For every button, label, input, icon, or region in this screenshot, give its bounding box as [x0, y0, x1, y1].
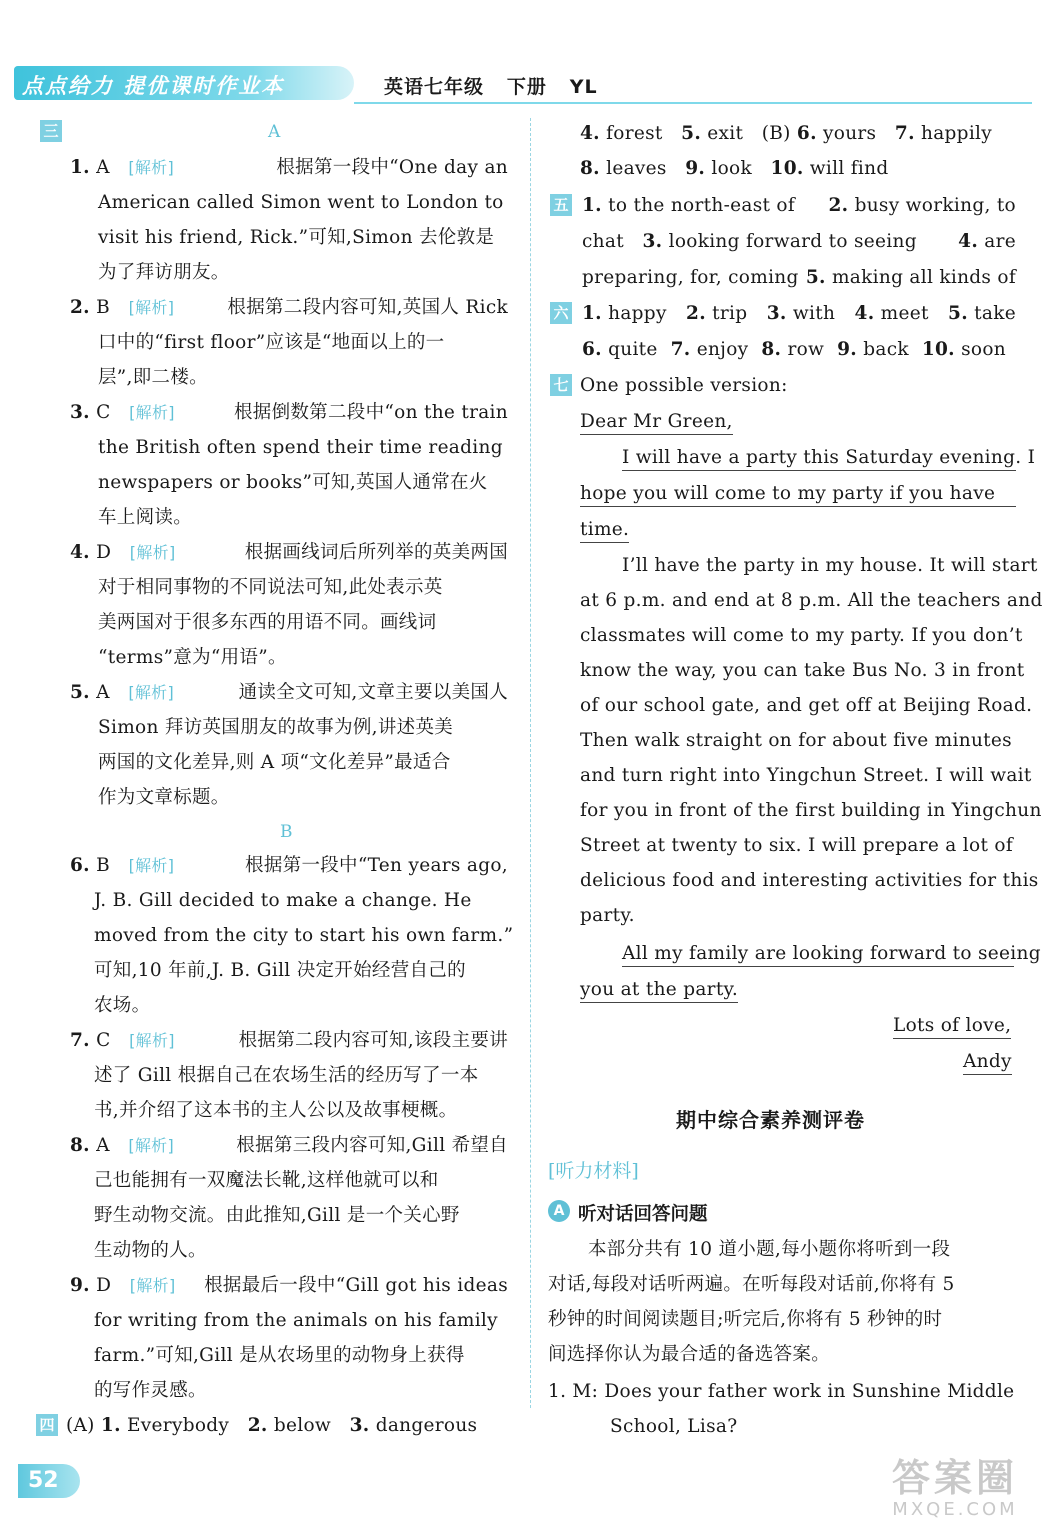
- exam-title: 期中综合素养测评卷: [676, 1108, 865, 1132]
- section-6-line-1: 1. happy 2. trip 3. with 4. meet 5. take: [582, 303, 1016, 324]
- answer-item-9: 9. D [解析] 根据最后一段中“Gill got his ideas: [70, 1275, 508, 1296]
- section-5-line-2: chat 3. looking forward to seeing 4. are: [582, 231, 1016, 252]
- letter-line: I’ll have the party in my house. It will start: [622, 555, 1038, 576]
- letter-line: and turn right into Yingchun Street. I will wait: [580, 765, 1032, 786]
- answer-line: 生动物的人。: [94, 1240, 207, 1261]
- answer-item-5: 5. A [解析] 通读全文可知,文章主要以美国人: [70, 682, 508, 703]
- answer-item-4: 4. D [解析] 根据画线词后所列举的英美两国: [70, 542, 508, 563]
- letter-line: you at the party.: [580, 980, 738, 1000]
- answer-line: 为了拜访朋友。: [98, 262, 230, 283]
- column-divider: [530, 118, 532, 1408]
- section-badge-7: 七: [550, 374, 572, 396]
- part-a-badge: A: [548, 1200, 570, 1222]
- answer-line: 美两国对于很多东西的用语不同。画线词: [98, 612, 437, 633]
- watermark-top: 答案圈: [891, 1456, 1018, 1500]
- instruction-line: 间选择你认为最合适的备选答案。: [548, 1344, 831, 1365]
- letter-line: classmates will come to my party. If you don’t: [580, 625, 1023, 646]
- answer-line: the British often spend their time reading: [98, 437, 503, 458]
- section-5-line-1: 1. to the north-east of 2. busy working, to: [582, 195, 1016, 216]
- answer-line: 对于相同事物的不同说法可知,此处表示英: [98, 577, 443, 598]
- letter-line: I will have a party this Saturday evening. I: [622, 448, 1016, 471]
- page-number: 52: [18, 1464, 80, 1498]
- part-a-heading: A: [268, 122, 281, 142]
- sample-intro: One possible version:: [580, 375, 788, 396]
- answer-line: 书,并介绍了这本书的主人公以及故事梗概。: [94, 1100, 458, 1121]
- answer-line: Simon 拜访英国朋友的故事为例,讲述英美: [98, 717, 454, 738]
- dialogue-line: School, Lisa?: [610, 1416, 738, 1437]
- letter-line: at 6 p.m. and end at 8 p.m. All the teachers and: [580, 590, 1043, 611]
- answer-line: American called Simon went to London to: [98, 192, 504, 213]
- instruction-line: 秒钟的时间阅读题目;听完后,你将有 5 秒钟的时: [548, 1309, 943, 1330]
- answer-item-3: 3. C [解析] 根据倒数第二段中“on the train: [70, 402, 508, 423]
- letter-line: Then walk straight on for about five minutes: [580, 730, 1012, 751]
- dialogue-line: 1. M: Does your father work in Sunshine Middle: [548, 1381, 1015, 1402]
- section-6-line-2: 6. quite 7. enjoy 8. row 9. back 10. soon: [582, 339, 1006, 360]
- watermark-logo: [870, 1456, 1040, 1526]
- answer-line: 述了 Gill 根据自己在农场生活的经历写了一本: [94, 1065, 479, 1086]
- answer-line: for writing from the animals on his family: [94, 1310, 498, 1331]
- letter-line: delicious food and interesting activities for this: [580, 870, 1039, 891]
- answer-line: 己也能拥有一双魔法长靴,这样他就可以和: [94, 1170, 439, 1191]
- letter-line: know the way, you can take Bus No. 3 in front: [580, 660, 1025, 681]
- subject-title: 英语七年级 下册 YL: [384, 76, 598, 98]
- answer-line: 两国的文化差异,则 A 项“文化差异”最适合: [98, 752, 451, 773]
- letter-line: of our school gate, and get off at Beijing Road.: [580, 695, 1033, 716]
- section-badge-4: 四: [36, 1414, 58, 1436]
- answer-item-2: 2. B [解析] 根据第二段内容可知,英国人 Rick: [70, 297, 508, 318]
- section-4-cont-line-1: 4. forest 5. exit (B) 6. yours 7. happily: [580, 123, 993, 144]
- section-badge-6: 六: [550, 302, 572, 324]
- part-a-title: 听对话回答问题: [578, 1204, 708, 1225]
- part-b-heading: B: [280, 822, 293, 842]
- header-rule: [354, 102, 1032, 104]
- letter-line: hope you will come to my party if you have: [580, 484, 1016, 507]
- answer-item-8: 8. A [解析] 根据第三段内容可知,Gill 希望自: [70, 1135, 508, 1156]
- letter-line: All my family are looking forward to seeing: [622, 944, 1014, 967]
- section-5-line-3: preparing, for, coming 5. making all kinds of: [582, 267, 1016, 288]
- section-4-line: (A) 1. Everybody 2. below 3. dangerous: [66, 1415, 478, 1436]
- answer-line: 作为文章标题。: [98, 787, 230, 808]
- listening-material-tag: [听力材料]: [548, 1160, 639, 1182]
- letter-closing: Lots of love,: [893, 1016, 1011, 1036]
- answer-line: 可知,10 年前,J. B. Gill 决定开始经营自己的: [94, 960, 466, 981]
- brand-title: 点点给力 提优课时作业本: [22, 74, 285, 98]
- letter-line: Street at twenty to six. I will prepare a lot of: [580, 835, 1013, 856]
- letter-line: for you in front of the first building in Yingchun: [580, 800, 1042, 821]
- answer-line: 口中的“first floor”应该是“地面以上的一: [98, 332, 445, 353]
- answer-line: farm.”可知,Gill 是从农场里的动物身上获得: [94, 1345, 465, 1366]
- answer-line: 野生动物交流。由此推知,Gill 是一个关心野: [94, 1205, 460, 1226]
- answer-line: 的写作灵感。: [94, 1380, 207, 1401]
- letter-line: party.: [580, 905, 635, 926]
- answer-item-7: 7. C [解析] 根据第二段内容可知,该段主要讲: [70, 1030, 508, 1051]
- section-badge-3: 三: [40, 120, 62, 142]
- answer-item-1: 1. A [解析] 根据第一段中“One day an: [70, 157, 508, 178]
- letter-signature: Andy: [963, 1052, 1012, 1072]
- answer-line: J. B. Gill decided to make a change. He: [94, 890, 472, 911]
- answer-line: 农场。: [94, 995, 151, 1016]
- answer-line: moved from the city to start his own farm.”: [94, 925, 514, 946]
- letter-line: time.: [580, 520, 629, 540]
- answer-line: 层”,即二楼。: [98, 367, 208, 388]
- answer-line: “terms”意为“用语”。: [98, 647, 287, 668]
- instruction-line: 本部分共有 10 道小题,每小题你将听到一段: [588, 1239, 951, 1260]
- section-badge-5: 五: [550, 194, 572, 216]
- answer-line: newspapers or books”可知,英国人通常在火: [98, 472, 488, 493]
- answer-line: visit his friend, Rick.”可知,Simon 去伦敦是: [98, 227, 495, 248]
- section-4-cont-line-2: 8. leaves 9. look 10. will find: [580, 158, 889, 179]
- watermark-bottom: MXQE.COM: [892, 1499, 1018, 1520]
- answer-item-6: 6. B [解析] 根据第一段中“Ten years ago,: [70, 855, 508, 876]
- answer-line: 车上阅读。: [98, 507, 193, 528]
- letter-greeting: Dear Mr Green,: [580, 412, 733, 432]
- instruction-line: 对话,每段对话听两遍。在听每段对话前,你将有 5: [548, 1274, 955, 1295]
